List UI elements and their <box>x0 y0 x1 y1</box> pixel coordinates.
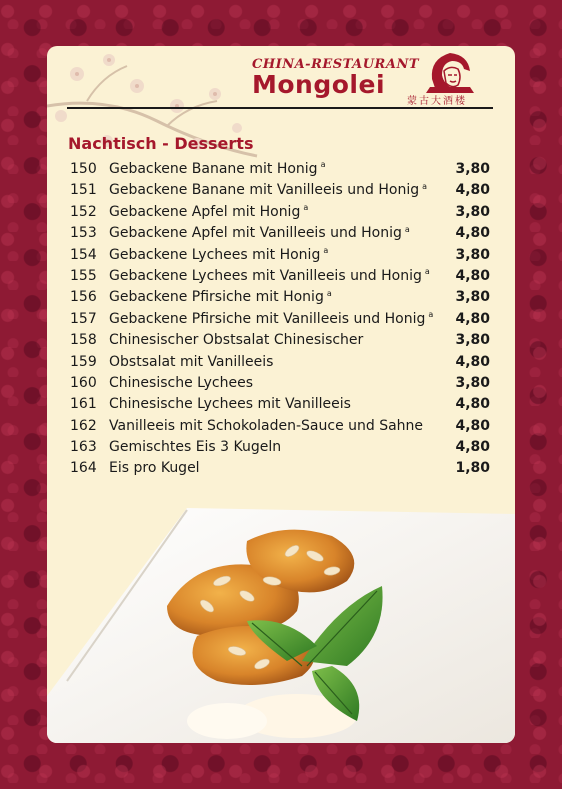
menu-item-name: Gebackene Apfel mit Vanilleeis und Honig <box>109 225 402 242</box>
menu-item <box>68 266 492 287</box>
menu-item <box>68 245 492 266</box>
menu-item <box>68 223 492 244</box>
menu-list <box>68 159 492 480</box>
fried-banana-dessert-photo <box>47 486 515 743</box>
menu-item-number: 150 <box>70 161 97 177</box>
allergen-note: a <box>428 310 434 320</box>
cherry-blossom-decoration <box>47 46 267 176</box>
header-divider <box>67 107 493 109</box>
menu-item <box>68 159 492 180</box>
menu-item-name-wrap <box>109 330 363 351</box>
menu-item-name-wrap <box>109 202 308 223</box>
mongolian-warrior-icon <box>424 49 476 93</box>
menu-item-name-wrap <box>109 373 253 394</box>
menu-item-price: 3,80 <box>455 161 490 177</box>
menu-item-number: 158 <box>70 332 97 349</box>
menu-item-number: 162 <box>70 417 97 434</box>
menu-item <box>68 287 492 308</box>
restaurant-type: CHINA-RESTAURANT <box>252 57 420 72</box>
menu-item-number: 160 <box>70 374 97 391</box>
menu-item-name-wrap <box>109 180 427 201</box>
menu-item-name: Gebackene Lychees mit Honig <box>109 246 321 263</box>
allergen-note: a <box>424 267 430 277</box>
menu-item-name-wrap <box>109 159 325 180</box>
restaurant-name: Mongolei <box>252 70 386 99</box>
allergen-note: a <box>422 181 428 191</box>
menu-item <box>68 458 492 479</box>
menu-item-name: Gebackene Banane mit Honig <box>109 161 318 177</box>
menu-item-name: Eis pro Kugel <box>109 460 200 477</box>
menu-item-price: 3,80 <box>455 374 490 391</box>
menu-item-price: 4,80 <box>455 310 490 327</box>
menu-item-name-wrap <box>109 223 410 244</box>
menu-item <box>68 202 492 223</box>
menu-item-number: 157 <box>70 310 97 327</box>
menu-item-name: Gebackene Banane mit Vanilleeis und Honig <box>109 182 420 199</box>
menu-item-name: Gebackene Pfirsiche mit Honig <box>109 289 324 306</box>
section-title: Nachtisch - Desserts <box>68 134 254 153</box>
menu-item-price: 3,80 <box>455 289 490 306</box>
menu-item-name: Vanilleeis mit Schokoladen-Sauce und Sahne <box>109 417 424 434</box>
menu-item-name: Gebackene Lychees mit Vanilleeis und Honig <box>109 267 422 284</box>
menu-item-name-wrap <box>109 309 433 330</box>
menu-item-price: 4,80 <box>455 353 490 370</box>
menu-item-number: 156 <box>70 289 97 306</box>
menu-item <box>68 373 492 394</box>
menu-item-price: 3,80 <box>455 203 490 220</box>
menu-item <box>68 352 492 373</box>
menu-item-name-wrap <box>109 437 281 458</box>
menu-item-price: 4,80 <box>455 225 490 242</box>
menu-item-name: Gemischtes Eis 3 Kugeln <box>109 439 282 456</box>
menu-item-number: 155 <box>70 267 97 284</box>
menu-item-price: 3,80 <box>455 246 490 263</box>
menu-item <box>68 309 492 330</box>
menu-item-name: Chinesische Lychees mit Vanilleeis <box>109 396 351 413</box>
menu-item-price: 4,80 <box>455 182 490 199</box>
menu-item-price: 4,80 <box>455 396 490 413</box>
menu-item-name: Chinesischer Obstsalat Chinesischer <box>109 332 364 349</box>
menu-item-number: 151 <box>70 182 97 199</box>
menu-item-number: 152 <box>70 203 97 220</box>
menu-item <box>68 394 492 415</box>
chinese-name: 蒙古大酒楼 <box>407 96 467 107</box>
menu-item-number: 153 <box>70 225 97 242</box>
allergen-note: a <box>326 288 332 298</box>
menu-item-price: 4,80 <box>455 439 490 456</box>
menu-item-price: 1,80 <box>455 460 490 477</box>
menu-item-number: 154 <box>70 246 97 263</box>
menu-item <box>68 416 492 437</box>
menu-item-price: 4,80 <box>455 267 490 284</box>
menu-item-name-wrap <box>109 352 273 373</box>
menu-item <box>68 437 492 458</box>
menu-card <box>47 46 515 743</box>
menu-item-number: 163 <box>70 439 97 456</box>
menu-item-name-wrap <box>109 245 328 266</box>
menu-item-name: Chinesische Lychees <box>109 374 254 391</box>
allergen-note: a <box>404 224 410 234</box>
menu-item <box>68 330 492 351</box>
menu-item-price: 3,80 <box>455 332 490 349</box>
menu-item-price: 4,80 <box>455 417 490 434</box>
menu-item-number: 164 <box>70 460 97 477</box>
menu-item-name: Gebackene Apfel mit Honig <box>109 203 301 220</box>
menu-item <box>68 180 492 201</box>
menu-item-name: Gebackene Pfirsiche mit Vanilleeis und Honig <box>109 310 426 327</box>
menu-item-name-wrap <box>109 266 430 287</box>
menu-item-name-wrap <box>109 416 423 437</box>
menu-item-number: 161 <box>70 396 97 413</box>
allergen-note: a <box>320 160 326 170</box>
allergen-note: a <box>323 245 329 255</box>
menu-item-name-wrap <box>109 394 351 415</box>
menu-item-name: Obstsalat mit Vanilleeis <box>109 353 274 370</box>
allergen-note: a <box>303 203 309 213</box>
menu-item-number: 159 <box>70 353 97 370</box>
menu-item-name-wrap <box>109 458 200 479</box>
menu-item-name-wrap <box>109 287 332 308</box>
